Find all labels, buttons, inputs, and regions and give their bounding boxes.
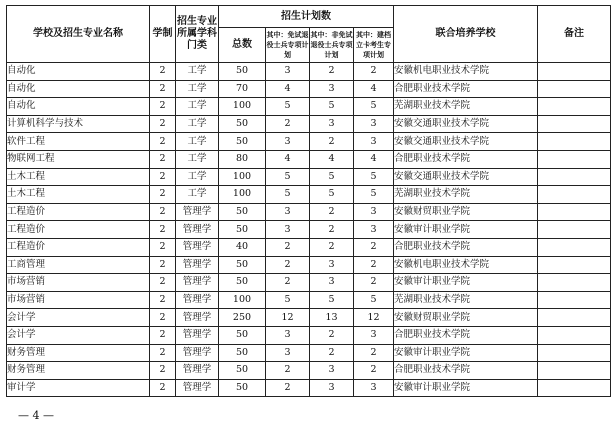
major-cell: 工商管理 <box>7 256 150 274</box>
registered-cell: 2 <box>354 238 394 256</box>
partner-school-cell: 安徽交通职业技术学院 <box>394 133 538 151</box>
remark-cell <box>538 309 611 327</box>
partner-school-cell: 芜湖职业技术学院 <box>394 186 538 204</box>
nonexempt-cell: 3 <box>310 274 354 292</box>
total-cell: 50 <box>219 221 266 239</box>
exempt-cell: 3 <box>266 63 310 81</box>
total-cell: 50 <box>219 379 266 397</box>
total-cell: 100 <box>219 186 266 204</box>
header-remark: 备注 <box>538 6 611 63</box>
exempt-cell: 3 <box>266 344 310 362</box>
registered-cell: 5 <box>354 98 394 116</box>
exempt-cell: 2 <box>266 362 310 380</box>
total-cell: 100 <box>219 168 266 186</box>
partner-school-cell: 安徽交通职业技术学院 <box>394 115 538 133</box>
header-sub-nonexempt-veterans: 其中：非免试退役士兵专项计划 <box>310 28 354 63</box>
registered-cell: 3 <box>354 326 394 344</box>
exempt-cell: 3 <box>266 326 310 344</box>
registered-cell: 5 <box>354 291 394 309</box>
nonexempt-cell: 2 <box>310 238 354 256</box>
major-cell: 计算机科学与技术 <box>7 115 150 133</box>
exempt-cell: 2 <box>266 256 310 274</box>
category-cell: 管理学 <box>176 256 219 274</box>
major-cell: 市场营销 <box>7 291 150 309</box>
remark-cell <box>538 150 611 168</box>
category-cell: 管理学 <box>176 291 219 309</box>
registered-cell: 3 <box>354 115 394 133</box>
years-cell: 2 <box>150 274 176 292</box>
remark-cell <box>538 326 611 344</box>
registered-cell: 2 <box>354 274 394 292</box>
registered-cell: 5 <box>354 186 394 204</box>
registered-cell: 2 <box>354 344 394 362</box>
remark-cell <box>538 274 611 292</box>
years-cell: 2 <box>150 326 176 344</box>
exempt-cell: 5 <box>266 168 310 186</box>
nonexempt-cell: 2 <box>310 133 354 151</box>
category-cell: 管理学 <box>176 326 219 344</box>
major-cell: 财务管理 <box>7 362 150 380</box>
total-cell: 40 <box>219 238 266 256</box>
registered-cell: 5 <box>354 168 394 186</box>
table-row <box>7 344 611 362</box>
major-cell: 工程造价 <box>7 221 150 239</box>
years-cell: 2 <box>150 98 176 116</box>
remark-cell <box>538 186 611 204</box>
table-row <box>7 221 611 239</box>
exempt-cell: 2 <box>266 115 310 133</box>
remark-cell <box>538 221 611 239</box>
exempt-cell: 3 <box>266 221 310 239</box>
remark-cell <box>538 115 611 133</box>
nonexempt-cell: 2 <box>310 344 354 362</box>
years-cell: 2 <box>150 309 176 327</box>
years-cell: 2 <box>150 256 176 274</box>
category-cell: 工学 <box>176 150 219 168</box>
partner-school-cell: 安徽财贸职业学院 <box>394 309 538 327</box>
major-cell: 工程造价 <box>7 203 150 221</box>
table-row <box>7 379 611 397</box>
table-row <box>7 133 611 151</box>
exempt-cell: 5 <box>266 186 310 204</box>
total-cell: 250 <box>219 309 266 327</box>
partner-school-cell: 合肥职业技术学院 <box>394 238 538 256</box>
header-plan: 招生计划数 <box>219 6 394 28</box>
nonexempt-cell: 2 <box>310 63 354 81</box>
table-row <box>7 80 611 98</box>
major-cell: 土木工程 <box>7 168 150 186</box>
exempt-cell: 2 <box>266 274 310 292</box>
exempt-cell: 4 <box>266 80 310 98</box>
exempt-cell: 2 <box>266 238 310 256</box>
major-cell: 物联网工程 <box>7 150 150 168</box>
category-cell: 工学 <box>176 80 219 98</box>
partner-school-cell: 安徽交通职业技术学院 <box>394 168 538 186</box>
total-cell: 50 <box>219 326 266 344</box>
table-body <box>7 63 611 397</box>
major-cell: 土木工程 <box>7 186 150 204</box>
remark-cell <box>538 203 611 221</box>
table-row <box>7 186 611 204</box>
years-cell: 2 <box>150 133 176 151</box>
header-partner-school: 联合培养学校 <box>394 6 538 63</box>
years-cell: 2 <box>150 344 176 362</box>
nonexempt-cell: 3 <box>310 80 354 98</box>
category-cell: 管理学 <box>176 309 219 327</box>
table-row <box>7 203 611 221</box>
category-cell: 工学 <box>176 115 219 133</box>
years-cell: 2 <box>150 362 176 380</box>
category-cell: 工学 <box>176 63 219 81</box>
header-total: 总数 <box>219 28 266 63</box>
remark-cell <box>538 291 611 309</box>
years-cell: 2 <box>150 63 176 81</box>
years-cell: 2 <box>150 291 176 309</box>
nonexempt-cell: 2 <box>310 203 354 221</box>
exempt-cell: 3 <box>266 203 310 221</box>
total-cell: 100 <box>219 98 266 116</box>
remark-cell <box>538 362 611 380</box>
remark-cell <box>538 238 611 256</box>
remark-cell <box>538 98 611 116</box>
registered-cell: 3 <box>354 221 394 239</box>
exempt-cell: 5 <box>266 98 310 116</box>
partner-school-cell: 安徽审计职业学院 <box>394 379 538 397</box>
exempt-cell: 12 <box>266 309 310 327</box>
registered-cell: 3 <box>354 379 394 397</box>
category-cell: 工学 <box>176 186 219 204</box>
nonexempt-cell: 4 <box>310 150 354 168</box>
category-cell: 管理学 <box>176 221 219 239</box>
table-row <box>7 256 611 274</box>
years-cell: 2 <box>150 379 176 397</box>
remark-cell <box>538 256 611 274</box>
category-cell: 工学 <box>176 98 219 116</box>
years-cell: 2 <box>150 150 176 168</box>
partner-school-cell: 安徽审计职业学院 <box>394 221 538 239</box>
remark-cell <box>538 344 611 362</box>
partner-school-cell: 合肥职业技术学院 <box>394 326 538 344</box>
registered-cell: 2 <box>354 362 394 380</box>
nonexempt-cell: 5 <box>310 168 354 186</box>
table-row <box>7 168 611 186</box>
header-school-major: 学校及招生专业名称 <box>7 6 150 63</box>
header-category: 招生专业所属学科门类 <box>176 6 219 63</box>
header-sub-exempt-veterans: 其中：免试退役士兵专项计划 <box>266 28 310 63</box>
partner-school-cell: 芜湖职业技术学院 <box>394 291 538 309</box>
registered-cell: 4 <box>354 80 394 98</box>
remark-cell <box>538 168 611 186</box>
major-cell: 自动化 <box>7 63 150 81</box>
remark-cell <box>538 63 611 81</box>
table-row <box>7 274 611 292</box>
total-cell: 50 <box>219 274 266 292</box>
category-cell: 管理学 <box>176 274 219 292</box>
total-cell: 50 <box>219 256 266 274</box>
years-cell: 2 <box>150 186 176 204</box>
exempt-cell: 3 <box>266 133 310 151</box>
years-cell: 2 <box>150 80 176 98</box>
major-cell: 自动化 <box>7 80 150 98</box>
category-cell: 管理学 <box>176 362 219 380</box>
exempt-cell: 5 <box>266 291 310 309</box>
table-row <box>7 238 611 256</box>
category-cell: 管理学 <box>176 203 219 221</box>
exempt-cell: 2 <box>266 379 310 397</box>
major-cell: 会计学 <box>7 309 150 327</box>
registered-cell: 2 <box>354 63 394 81</box>
partner-school-cell: 合肥职业技术学院 <box>394 150 538 168</box>
table-row <box>7 309 611 327</box>
category-cell: 工学 <box>176 133 219 151</box>
total-cell: 50 <box>219 344 266 362</box>
nonexempt-cell: 5 <box>310 98 354 116</box>
nonexempt-cell: 3 <box>310 362 354 380</box>
category-cell: 管理学 <box>176 238 219 256</box>
major-cell: 软件工程 <box>7 133 150 151</box>
total-cell: 100 <box>219 291 266 309</box>
remark-cell <box>538 80 611 98</box>
years-cell: 2 <box>150 168 176 186</box>
header-years: 学制 <box>150 6 176 63</box>
total-cell: 50 <box>219 362 266 380</box>
remark-cell <box>538 133 611 151</box>
total-cell: 50 <box>219 133 266 151</box>
nonexempt-cell: 5 <box>310 186 354 204</box>
partner-school-cell: 安徽审计职业学院 <box>394 344 538 362</box>
partner-school-cell: 合肥职业技术学院 <box>394 80 538 98</box>
remark-cell <box>538 379 611 397</box>
total-cell: 50 <box>219 63 266 81</box>
years-cell: 2 <box>150 203 176 221</box>
exempt-cell: 4 <box>266 150 310 168</box>
major-cell: 会计学 <box>7 326 150 344</box>
years-cell: 2 <box>150 221 176 239</box>
category-cell: 工学 <box>176 168 219 186</box>
partner-school-cell: 安徽机电职业技术学院 <box>394 256 538 274</box>
table-row <box>7 115 611 133</box>
nonexempt-cell: 2 <box>310 221 354 239</box>
registered-cell: 3 <box>354 203 394 221</box>
enrollment-plan-table <box>6 5 611 397</box>
partner-school-cell: 合肥职业技术学院 <box>394 362 538 380</box>
total-cell: 50 <box>219 203 266 221</box>
total-cell: 80 <box>219 150 266 168</box>
registered-cell: 3 <box>354 133 394 151</box>
total-cell: 70 <box>219 80 266 98</box>
nonexempt-cell: 3 <box>310 115 354 133</box>
major-cell: 财务管理 <box>7 344 150 362</box>
table-row <box>7 150 611 168</box>
major-cell: 工程造价 <box>7 238 150 256</box>
partner-school-cell: 安徽机电职业技术学院 <box>394 63 538 81</box>
nonexempt-cell: 5 <box>310 291 354 309</box>
nonexempt-cell: 3 <box>310 379 354 397</box>
registered-cell: 2 <box>354 256 394 274</box>
total-cell: 50 <box>219 115 266 133</box>
nonexempt-cell: 3 <box>310 256 354 274</box>
nonexempt-cell: 2 <box>310 326 354 344</box>
partner-school-cell: 安徽财贸职业学院 <box>394 203 538 221</box>
table-row <box>7 291 611 309</box>
table-row <box>7 98 611 116</box>
nonexempt-cell: 13 <box>310 309 354 327</box>
table-row <box>7 362 611 380</box>
page-number: — 4 — <box>18 409 54 422</box>
category-cell: 管理学 <box>176 344 219 362</box>
major-cell: 审计学 <box>7 379 150 397</box>
partner-school-cell: 安徽审计职业学院 <box>394 274 538 292</box>
major-cell: 自动化 <box>7 98 150 116</box>
partner-school-cell: 芜湖职业技术学院 <box>394 98 538 116</box>
major-cell: 市场营销 <box>7 274 150 292</box>
registered-cell: 4 <box>354 150 394 168</box>
header-sub-registered-poor: 其中：建档立卡考生专项计划 <box>354 28 394 63</box>
years-cell: 2 <box>150 238 176 256</box>
category-cell: 管理学 <box>176 379 219 397</box>
years-cell: 2 <box>150 115 176 133</box>
registered-cell: 12 <box>354 309 394 327</box>
table-row <box>7 326 611 344</box>
table-row <box>7 63 611 81</box>
